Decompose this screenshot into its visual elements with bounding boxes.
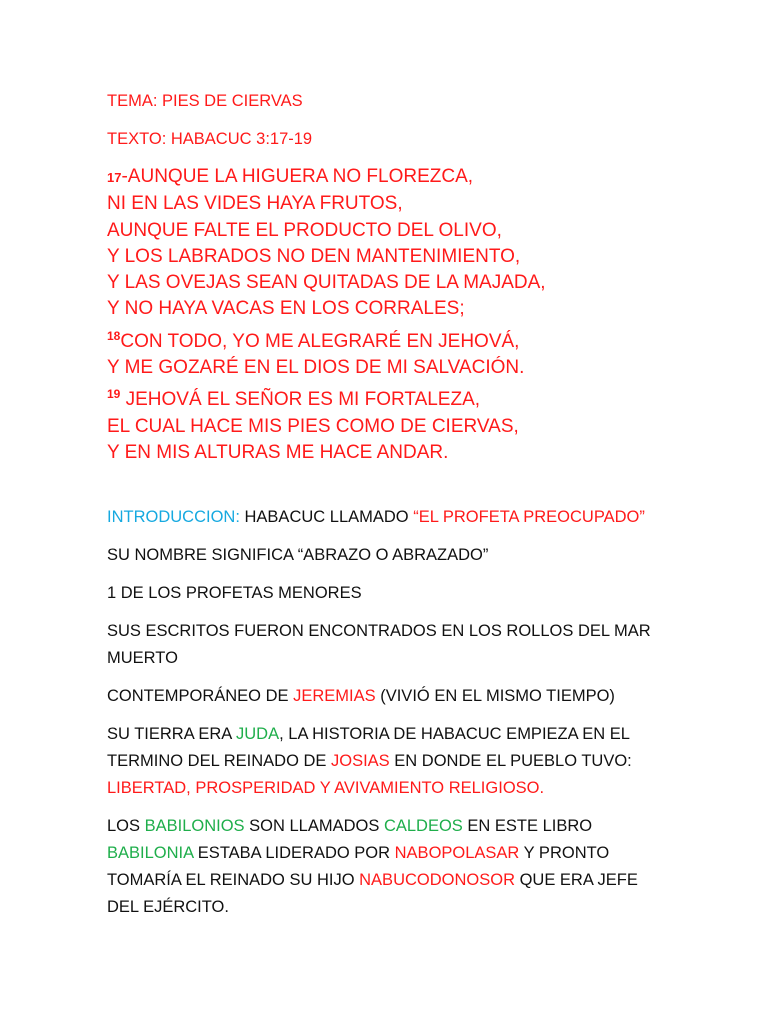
introduction-label: INTRODUCCION: (107, 508, 240, 527)
intro-text: HABACUC LLAMADO (239, 508, 414, 527)
document-page (107, 88, 727, 932)
texto-reference: TEXTO: HABACUC 3:17-19 (107, 130, 313, 148)
nabopolasar-highlight: NABOPOLASAR (394, 844, 520, 863)
dead-sea-scrolls-paragraph: SUS ESCRITOS FUERON ENCONTRADOS EN LOS ROLLOS DEL MAR MUERTO (107, 622, 651, 668)
p5-text-c: , LA HISTORIA DE HABACUC EMPIEZA EN EL TERMINO DEL REINADO DE (107, 725, 630, 771)
babilonios-highlight: BABILONIOS (144, 817, 245, 836)
p5-text-a: SU TIERRA ERA (107, 725, 236, 744)
p4-text-a: CONTEMPORÁNEO DE (107, 687, 294, 706)
caldeos-highlight: CALDEOS (383, 817, 463, 836)
p4-text-c: (VIVIÓ EN EL MISMO TIEMPO) (375, 687, 615, 706)
verse-text: -AUNQUE LA HIGUERA NO FLOREZCA, (121, 166, 474, 187)
verse-line: EL CUAL HACE MIS PIES COMO DE CIERVAS, (107, 415, 519, 437)
verse-text: CON TODO, YO ME ALEGRARÉ EN JEHOVÁ, (120, 330, 520, 352)
verse-line: Y EN MIS ALTURAS ME HACE ANDAR. (107, 441, 449, 463)
name-meaning-paragraph: SU NOMBRE SIGNIFICA “ABRAZO O ABRAZADO” (107, 546, 489, 565)
verse-line: Y LOS LABRADOS NO DEN MANTENIMIENTO, (107, 245, 521, 267)
p5-text-e: EN DONDE EL PUEBLO TUVO: (389, 752, 632, 771)
introduction-paragraph (107, 504, 727, 531)
minor-prophets-paragraph: 1 DE LOS PROFETAS MENORES (107, 584, 362, 603)
josias-highlight: JOSIAS (331, 752, 390, 771)
babilonia-highlight: BABILONIA (107, 844, 194, 863)
verse-line (107, 164, 727, 191)
p6-text-g: ESTABA LIDERADO POR (193, 844, 395, 863)
bible-verse-block (107, 164, 727, 466)
verse-line: Y LAS OVEJAS SEAN QUITADAS DE LA MAJADA, (107, 272, 546, 294)
verse-text: JEHOVÁ EL SEÑOR ES MI FORTALEZA, (120, 389, 481, 411)
juda-highlight: JUDA (236, 725, 280, 744)
verse-number-18: 18 (107, 328, 121, 343)
babylonians-paragraph (107, 813, 667, 921)
p6-text-a: LOS (107, 817, 145, 836)
land-paragraph (107, 721, 667, 802)
jeremias-highlight: JEREMIAS (293, 687, 376, 706)
nabucodonosor-highlight: NABUCODONOSOR (359, 871, 515, 890)
verse-number-19: 19 (107, 387, 121, 402)
tema-heading: TEMA: PIES DE CIERVAS (107, 92, 303, 110)
p6-text-c: SON LLAMADOS (244, 817, 384, 836)
freedom-highlight: LIBERTAD, PROSPERIDAD Y AVIVAMIENTO RELIGIOSO. (107, 779, 545, 798)
verse-line: AUNQUE FALTE EL PRODUCTO DEL OLIVO, (107, 219, 502, 241)
p6-text-i: Y PRONTO TOMARÍA EL REINADO SU HIJO (107, 844, 610, 890)
verse-number-17: 17 (107, 170, 122, 185)
verse-line: Y NO HAYA VACAS EN LOS CORRALES; (107, 298, 465, 320)
verse-line: NI EN LAS VIDES HAYA FRUTOS, (107, 193, 403, 215)
p6-text-k: QUE ERA JEFE DEL EJÉRCITO. (107, 871, 638, 917)
p6-text-e: EN ESTE LIBRO (462, 817, 593, 836)
verse-line (107, 381, 727, 413)
contemporary-paragraph (107, 683, 727, 710)
verse-line: Y ME GOZARÉ EN EL DIOS DE MI SALVACIÓN. (107, 357, 525, 379)
verse-line (107, 323, 727, 355)
intro-quote: “EL PROFETA PREOCUPADO” (413, 508, 645, 527)
